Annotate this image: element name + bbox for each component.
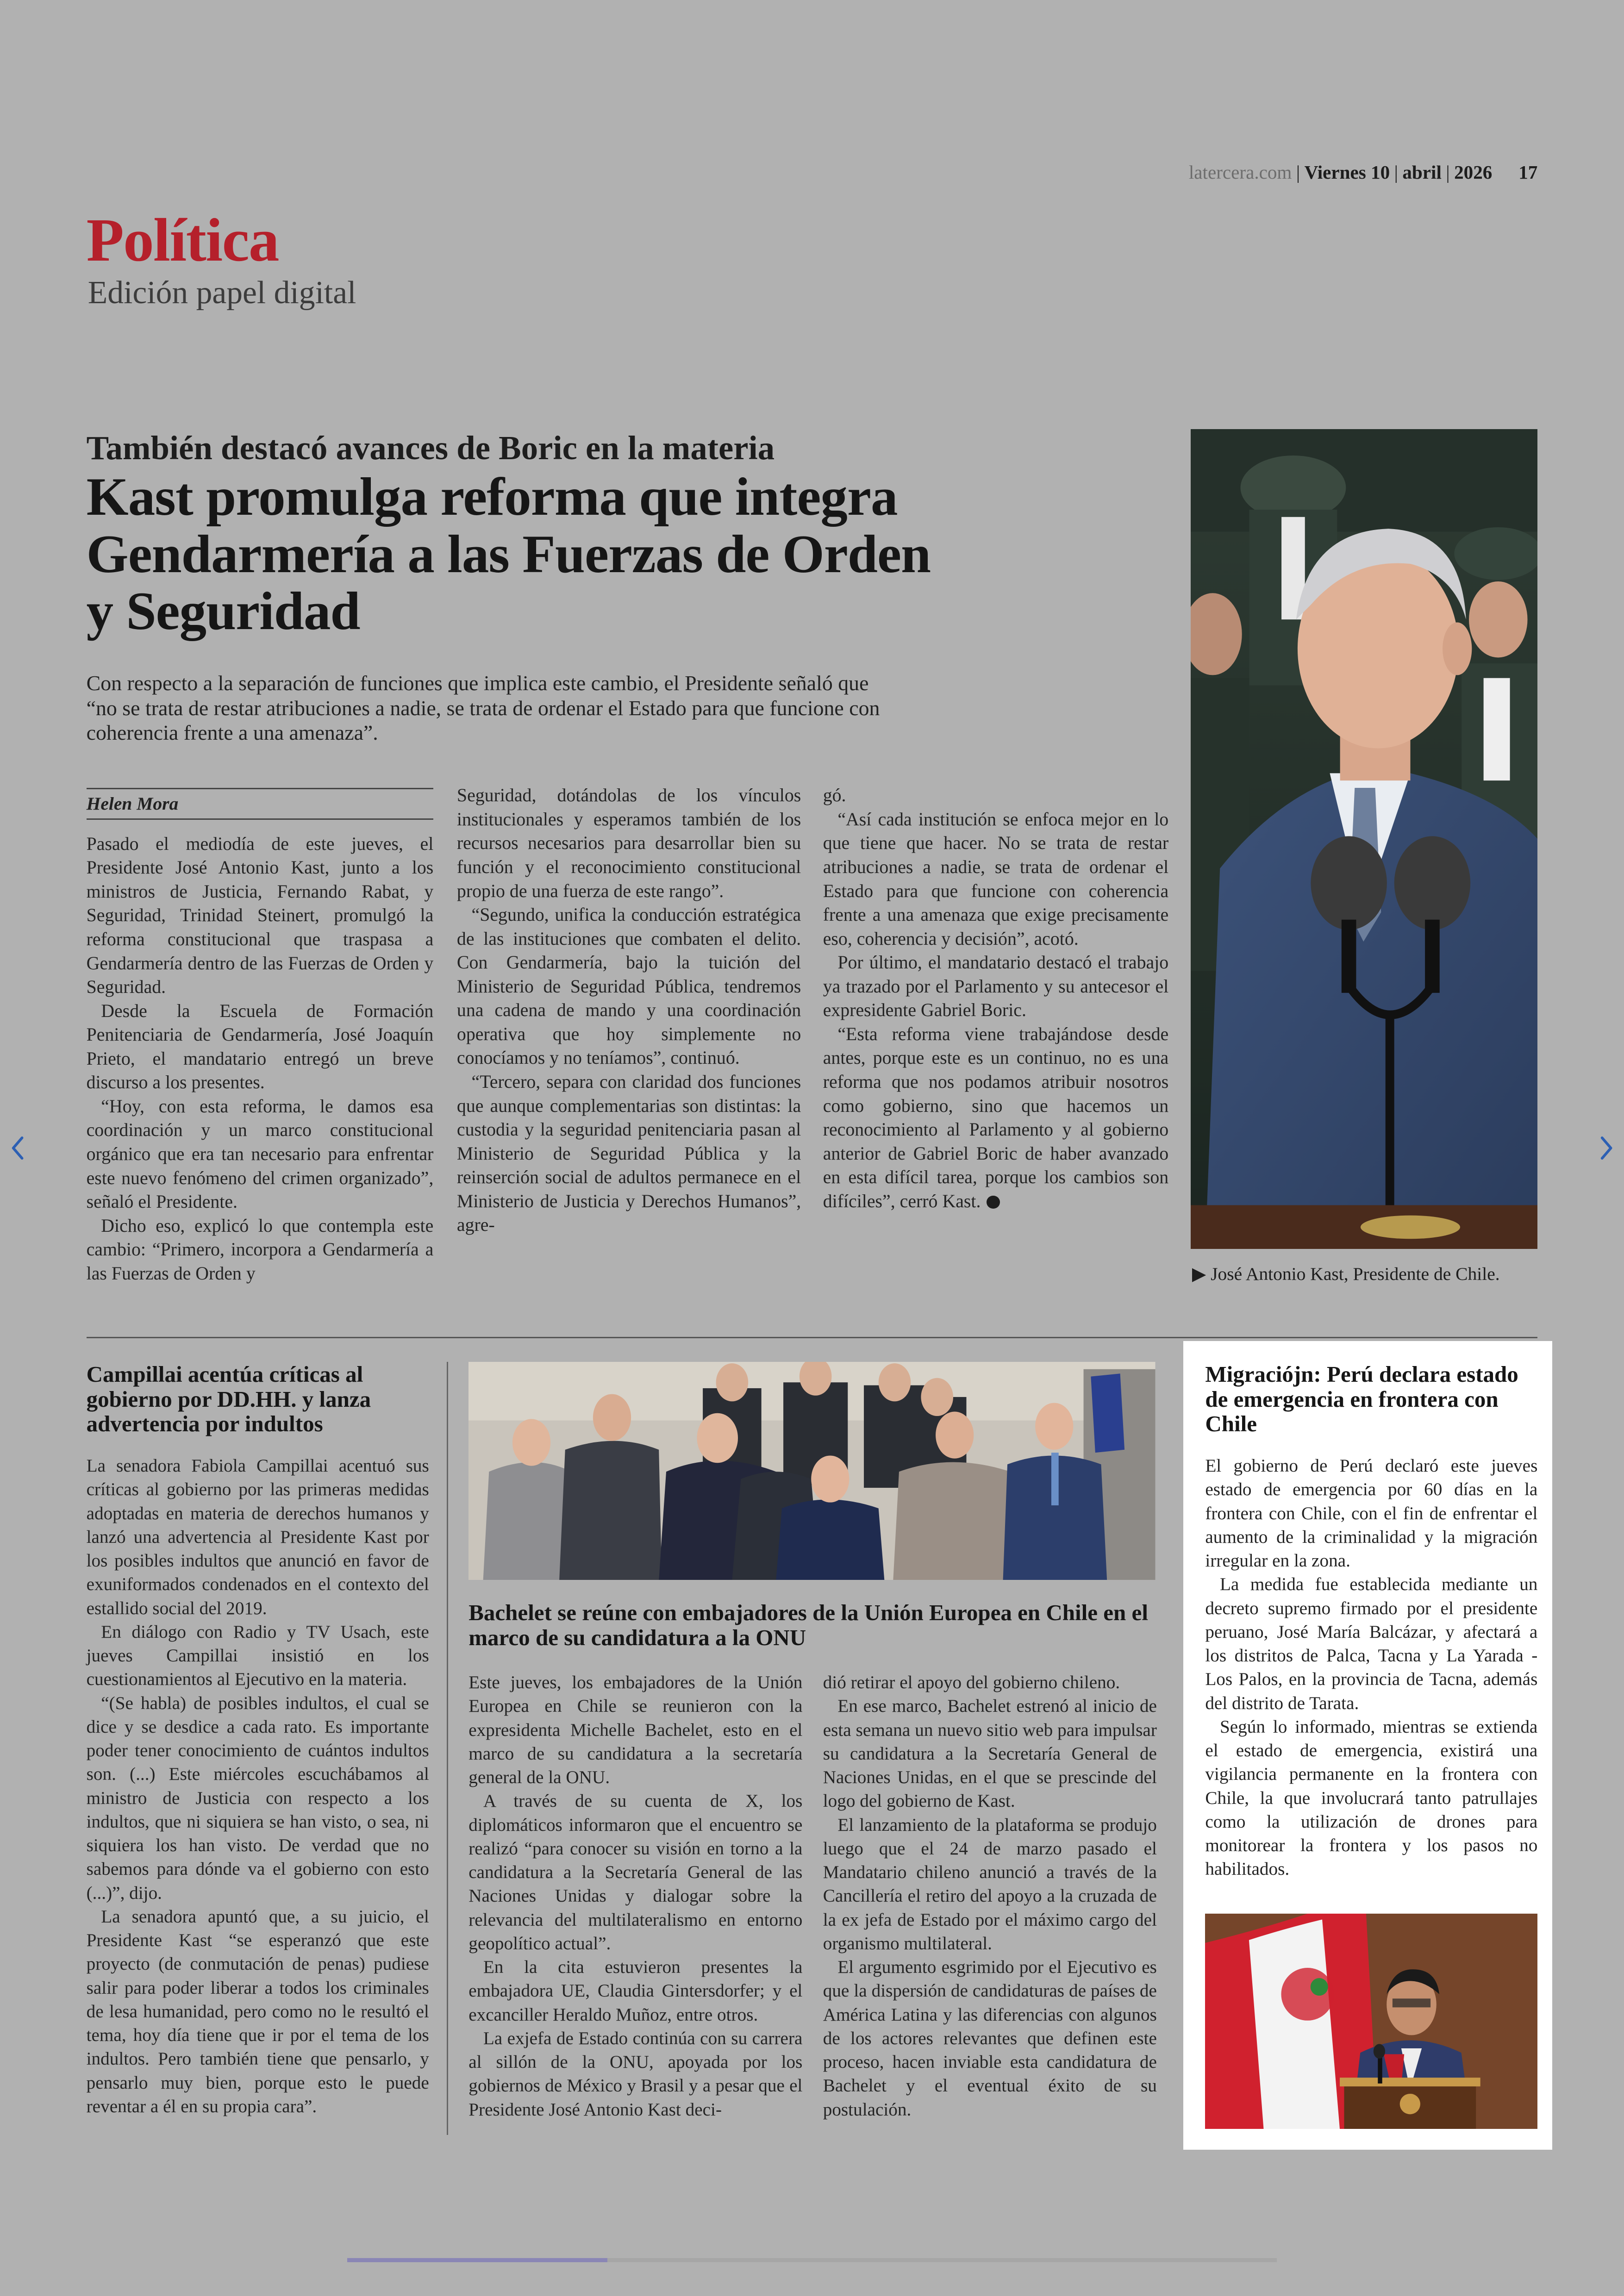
paragraph: En ese marco, Bachelet estrenó al inicio de esta semana un nuevo sitio web para impulsar su candidatura a la Secretaría General de Naciones Unidas, en el que se prescinde del logo del gobierno de Kast. [823, 1696, 1157, 1811]
kast-photo-image [1191, 429, 1538, 1249]
paragraph: “Segundo, unifica la conducción estratégica de las instituciones que combaten el delito. Con Gendarmería, bajo la tuición del Ministerio de Seguridad Pública, tendremos una cadena de mando y una coordinación operativa que hoy simplemente no conocíamos y no teníamos”, continuó. [456, 904, 801, 1068]
peru-president-photo [1205, 1914, 1537, 2129]
paragraph: Este jueves, los embajadores de la Unión Europea en Chile se reunieron con la expresidenta Michelle Bachelet, esto en el marco de su candidatura a la secretaría general de la ONU. [468, 1672, 803, 1788]
paragraph: “Así cada institución se enfoca mejor en lo que tiene que hacer. No se trata de restar atribuciones a nadie, se trata de ordenar el Estado para que funcione con coherencia frente a una amenaza que exige precisamente eso, coherencia y decisión”, acotó. [823, 808, 1169, 949]
paragraph: gó. [823, 785, 846, 806]
article-column-1 [87, 832, 434, 1285]
paragraph: Por último, el mandatario destacó el trabajo ya trazado por el Parlamento y su antecesor el expresidente Gabriel Boric. [823, 952, 1169, 1021]
paragraph: La exjefa de Estado continúa con su carrera al sillón de la ONU, apoyada por los gobiernos de México y Brasil y a pesar que el Presidente José Antonio Kast deci- [468, 2028, 803, 2120]
previous-page-button[interactable] [7, 1129, 28, 1167]
paragraph: Dicho eso, explicó lo que contempla este cambio: “Primero, incorpora a Gendarmería a las Fuerzas de Orden y [86, 1215, 434, 1284]
header-dateline: latercera.com | Viernes 10 | abril | 2026 17 [1188, 161, 1538, 183]
bachelet-group-photo-image [468, 1362, 1156, 1580]
paragraph [823, 1022, 1169, 1213]
paragraph: En diálogo con Radio y TV Usach, este jueves Campillai insistió en los cuestionamientos al Ejecutivo en la materia. [86, 1622, 429, 1690]
end-mark-icon [987, 1196, 999, 1209]
paragraph: La senadora Fabiola Campillai acentuó sus críticas al gobierno por las primeras medidas adoptadas en materia de derechos humanos y lanzó una advertencia al Presidente Kast por los posibles indultos que anunció en favor de exuniformados condenados en el contexto del estallido social del 2019. [86, 1456, 429, 1618]
bachelet-headline: Bachelet se reúne con embajadores de la Unión Europea en Chile en el marco de su candidatura a la ONU [468, 1600, 1148, 1651]
bachelet-column-2 [823, 1671, 1157, 2121]
paragraph: Seguridad, dotándolas de los vínculos institucionales y esperamos también de los recursos necesarios para desarrollar bien su función y el reconocimiento constitucional propio de una fuerza de este rango”. [456, 785, 801, 901]
paragraph: El argumento esgrimido por el Ejecutivo es que la dispersión de candidaturas de países de América Latina y las diferencias con algunos de los actores relevantes que definen este proceso, hacen inviable esta candidatura de Bachelet y el eventual éxito de su postulación. [823, 1957, 1157, 2120]
column-rule [447, 1362, 448, 2135]
site-name: latercera.com [1188, 161, 1292, 183]
paragraph: dió retirar el apoyo del gobierno chileno. [823, 1672, 1120, 1693]
paragraph: “(Se habla) de posibles indultos, el cual se dice y se desdice a cada rato. Es importante poder tener conocimiento de cuántos indultos son. (...) Este miércoles escuchábamos al ministro de Justicia con respecto a los indultos, que ni siquiera se han visto, o sea, ni siquiera los han visto. De verdad que no sabemos para dónde va el gobierno con esto (...)”, dijo. [86, 1693, 429, 1903]
section-title: Política [86, 206, 279, 274]
paragraph: “Hoy, con esta reforma, le damos esa coordinación y un marco constitucional orgánico que era tan necesario para enfrentar este nuevo fenómeno del crimen organizado”, señaló el Presidente. [86, 1095, 434, 1212]
peru-headline: Migraciójn: Perú declara estado de emergencia en frontera con Chile [1205, 1361, 1518, 1437]
triangle-right-icon: ▶ [1192, 1263, 1211, 1284]
peru-body [1205, 1454, 1537, 1881]
paragraph: “Tercero, separa con claridad dos funciones que aunque complementarias son distintas: la custodia y la seguridad penitenciaria pasan al Ministerio de Seguridad Pública y la reinserción social de adultos permanece en el Ministerio de Justicia y Derechos Humanos”, agre- [456, 1071, 801, 1235]
bachelet-column-1 [468, 1671, 802, 2121]
peru-president-photo-image [1205, 1914, 1537, 2129]
paragraph: La medida fue establecida mediante un decreto supremo firmado por el presidente peruano, José María Balcázar, y afectará a los distritos de Palca, Tacna y La Yarada - Los Palos, en la provincia de Tacna, además del distrito de Tarata. [1205, 1574, 1538, 1713]
header-year: 2026 [1454, 161, 1493, 183]
chevron-right-icon [1596, 1129, 1617, 1167]
article-lede: Con respecto a la separación de funciones que implica este cambio, el Presidente señaló que “no se trata de restar atribuciones a nadie, se trata de ordenar el Estado para que funcione con coherencia frente a una amenaza”. [86, 671, 880, 745]
byline-rule [87, 818, 434, 820]
paragraph-text: “Esta reforma viene trabajándose desde antes, porque este es un continuo, no es una reforma que nos podamos atribuir nosotros como gobierno, sino que hacemos un reconocimiento al Parlamento y al gobierno anterior de Gabriel Boric de haber avanzado en esta difícil tarea, porque los cambios son difíciles”, cerró Kast. [823, 1023, 1169, 1211]
header-day: Viernes 10 [1304, 161, 1390, 183]
paragraph: En la cita estuvieron presentes la embajadora UE, Claudia Gintersdorfer; y el excanciller Heraldo Muñoz, entre otros. [468, 1957, 803, 2025]
paragraph: El gobierno de Perú declaró este jueves estado de emergencia por 60 días en la frontera con Chile, con el fin de enfrentar el aumento de la criminalidad y la migración irregular en la zona. [1205, 1456, 1538, 1571]
campillai-body [87, 1454, 429, 2118]
chevron-left-icon [7, 1129, 28, 1167]
paragraph: Pasado el mediodía de este jueves, el Presidente José Antonio Kast, junto a los ministros de Justicia, Fernando Rabat, y Seguridad, Trinidad Steinert, promulgó la reforma constitucional que traspasa a Gendarmería dentro de las Fuerzas de Orden y Seguridad. [86, 833, 434, 998]
photo-caption [1192, 1262, 1500, 1286]
next-page-button[interactable] [1596, 1129, 1617, 1167]
page-progress-fill [347, 2258, 607, 2262]
article-headline: Kast promulga reforma que integra Gendarmería a las Fuerzas de Orden y Seguridad [86, 467, 931, 641]
article-column-2 [457, 783, 801, 1237]
page-number: 17 [1518, 161, 1538, 183]
paragraph: A través de su cuenta de X, los diplomáticos informaron que el encuentro se realizó “para conocer su visión en torno a la candidatura a la Secretaría General de las Naciones Unidas y dialogar sobre la relevancia del multilateralismo en entorno geopolítico actual”. [468, 1791, 803, 1953]
header-month: abril [1402, 161, 1442, 183]
photo-caption-text: José Antonio Kast, Presidente de Chile. [1211, 1263, 1500, 1284]
article-column-3 [823, 783, 1169, 1213]
article-kicker: También destacó avances de Boric en la materia [86, 429, 775, 467]
byline-rule [87, 788, 434, 789]
article-byline: Helen Mora [86, 793, 179, 814]
kast-photo [1191, 429, 1538, 1249]
section-divider [87, 1337, 1538, 1338]
edition-label: Edición papel digital [87, 275, 356, 311]
paragraph: La senadora apuntó que, a su juicio, el Presidente Kast “se esperanzó que este proyecto (de conmutación de penas) pudiese salir para poder liberar a todos los criminales de lesa humanidad, pero como no le resultó el tema, hoy día tiene que ir por el tema de los indultos. Pero también tiene que pensarlo, y pensarlo muy bien, porque esto le puede reventar a él en su propia cara”. [86, 1906, 429, 2116]
campillai-headline: Campillai acentúa críticas al gobierno por DD.HH. y lanza advertencia por indultos [86, 1361, 371, 1437]
page-progress-track[interactable] [347, 2258, 1277, 2262]
paragraph: Según lo informado, mientras se extienda el estado de emergencia, existirá una vigilancia permanente en la frontera con Chile, la que involucrará tanto patrullajes como la utilización de drones para monitorear la frontera y los pasos no habilitados. [1205, 1716, 1538, 1879]
bachelet-group-photo [468, 1362, 1156, 1580]
paragraph: El lanzamiento de la plataforma se produjo luego que el 24 de marzo pasado el Mandatario chileno anunció a través de la Cancillería el retiro del apoyo a la cruzada de la ex jefa de Estado por el máximo cargo del organismo multilateral. [823, 1815, 1157, 1953]
paragraph: Desde la Escuela de Formación Penitenciaria de Gendarmería, José Joaquín Prieto, el mandatario entregó un breve discurso a los presentes. [86, 1000, 434, 1093]
